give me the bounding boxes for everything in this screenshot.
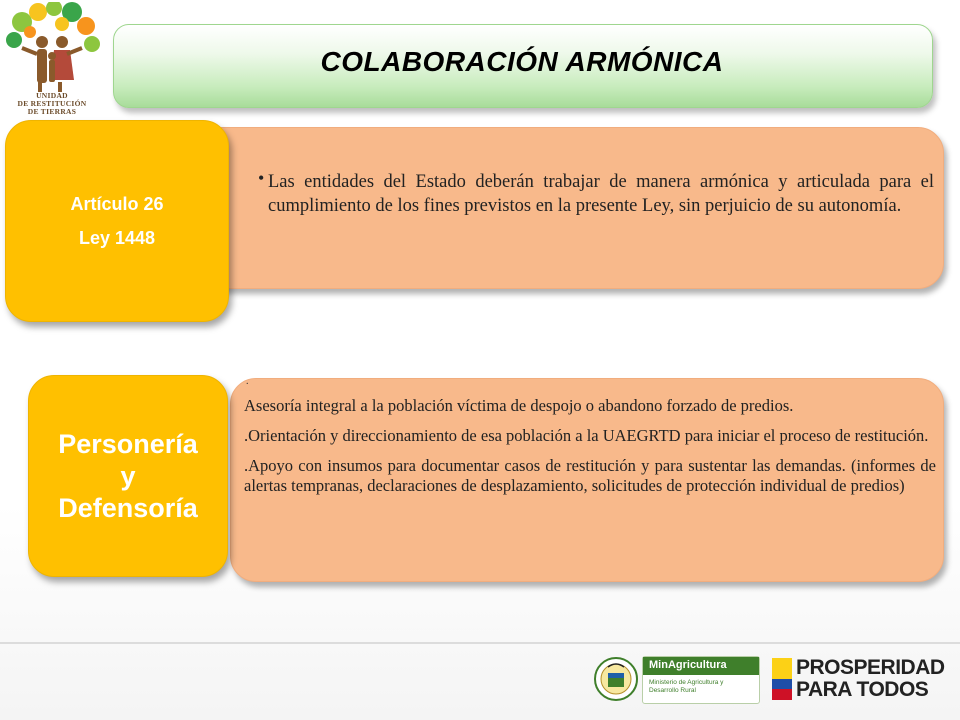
leading-dot: . [246,376,249,387]
conjunction-label: y [120,461,136,491]
defensoria-label: Defensoría [58,493,198,523]
personeria-paragraph: .Orientación y direccionamiento de esa población a la UAEGRTD para iniciar el proceso de restitución. [244,426,929,445]
colombia-flag-icon [772,658,792,700]
law-label: Ley 1448 [78,228,156,248]
logo-text: UNIDAD DE RESTITUCIÓN DE TIERRAS [17,91,87,116]
personeria-paragraph: Asesoría integral a la población víctima de despojo o abandono forzado de predios. [244,396,794,415]
minagricultura-logo [642,656,760,704]
article-label: Artículo 26 [70,194,164,214]
page-title: COLABORACIÓN ARMÓNICA [320,46,724,77]
colombia-seal-icon [594,657,638,701]
article-text [254,170,934,218]
minagri-subtitle: Ministerio de Agricultura y Desarrollo Rural [649,679,724,694]
article-label-box [5,120,229,322]
prosperidad-logo [770,656,950,702]
prosperidad-line1: PROSPERIDAD [796,656,945,679]
personeria-label: Personería [58,429,198,459]
personeria-text [244,396,936,506]
family-tree-icon [2,2,102,94]
prosperidad-line2: PARA TODOS [796,678,929,701]
minagri-name: MinAgricultura [649,659,727,671]
bullet: • [258,168,265,188]
article-paragraph: Las entidades del Estado deberán trabajar de manera armónica y articulada para el cumplimiento de los fines previstos en la presente Ley, sin perjuicio de su autonomía. [268,172,934,216]
personeria-label-box [28,375,228,577]
footer-divider [0,642,960,644]
personeria-paragraph: .Apoyo con insumos para documentar casos de restitución y para sustentar las demandas. (informes de alertas tempranas, declaraciones de desplazamiento, solicitudes de protección individual de predios) [244,456,936,495]
